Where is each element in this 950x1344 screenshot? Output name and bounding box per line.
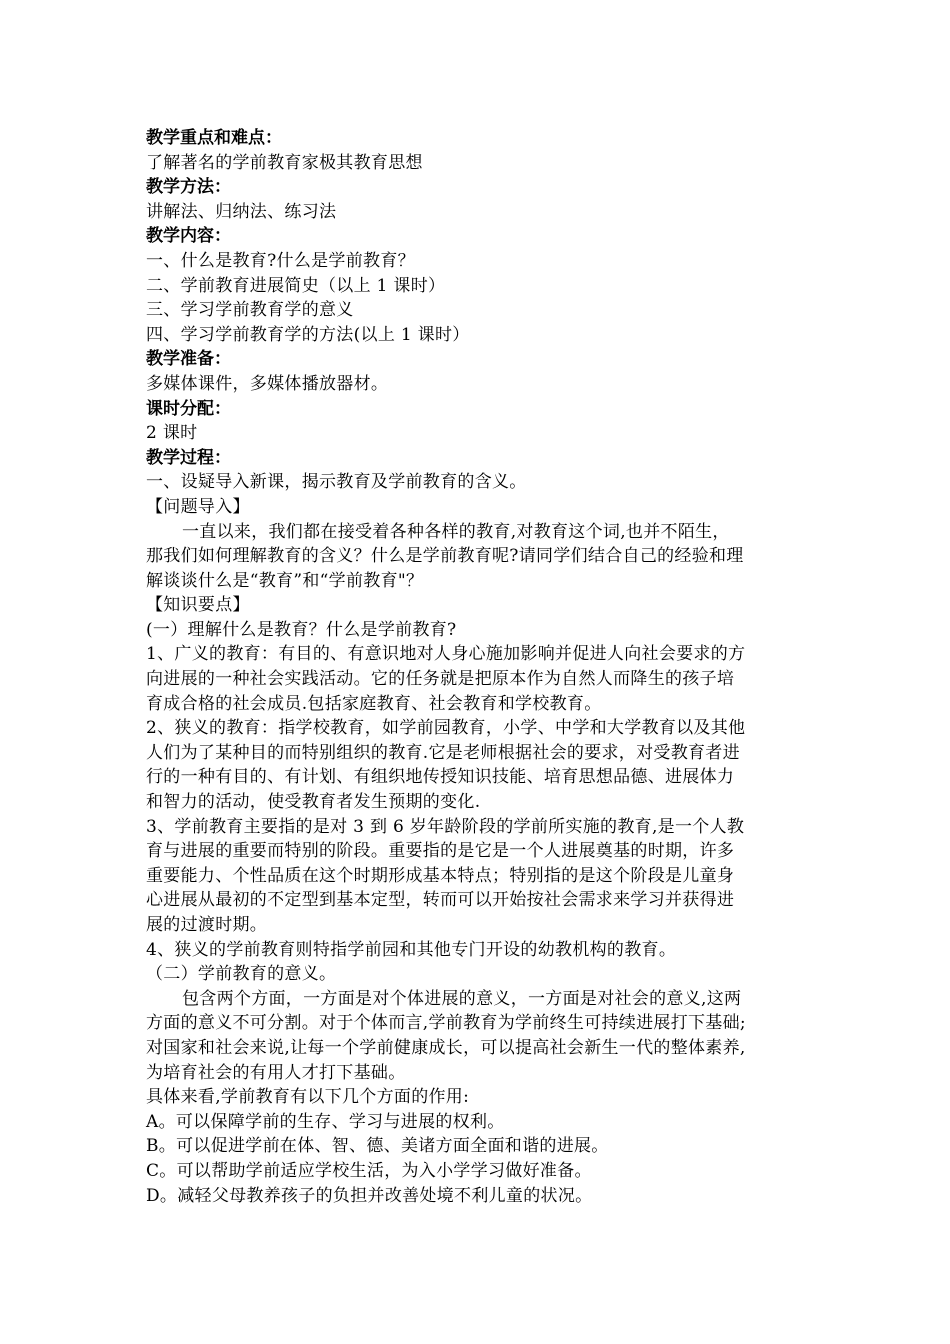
- content-item: 三、学习学前教育学的意义: [146, 300, 354, 321]
- process-line: 【知识要点】: [146, 595, 250, 616]
- method-heading: 教学方法：: [146, 177, 231, 198]
- content-item: 二、学前教育进展简史（以上 1 课时）: [146, 275, 446, 296]
- process-line: 育与进展的重要而特别的阶段。重要指的是它是一个人进展奠基的时期，许多: [146, 841, 735, 862]
- process-line: 方面的意义不可分割。对于个体而言,学前教育为学前终生可持续进展打下基础;: [146, 1013, 746, 1034]
- process-line: D。减轻父母教养孩子的负担并改善处境不利儿童的状况。: [146, 1185, 593, 1206]
- process-line: 展的过渡时期。: [146, 915, 268, 935]
- process-line: 育成合格的社会成员.包括家庭教育、社会教育和学校教育。: [146, 693, 602, 714]
- method-text: 讲解法、归纳法、练习法: [146, 201, 337, 222]
- key-points-heading: 教学重点和难点：: [146, 128, 282, 148]
- process-line: （二）学前教育的意义。: [146, 964, 337, 985]
- prep-text: 多媒体课件，多媒体播放器材。: [146, 373, 389, 394]
- process-line: 2、狭义的教育：指学校教育，如学前园教育，小学、中学和大学教育以及其他: [146, 718, 746, 739]
- process-line: A。可以保障学前的生存、学习与进展的权利。: [146, 1111, 505, 1132]
- process-line: 1、广义的教育：有目的、有意识地对人身心施加影响并促进人向社会要求的方: [146, 644, 746, 665]
- process-line: 包含两个方面，一方面是对个体进展的意义，一方面是对社会的意义,这两: [182, 988, 742, 1009]
- process-line: 具体来看,学前教育有以下几个方面的作用:: [146, 1087, 470, 1108]
- document-body: [146, 126, 826, 1208]
- process-line: 向进展的一种社会实践活动。它的任务就是把原本作为自然人而降生的孩子培: [146, 669, 735, 690]
- key-points-text: 了解著名的学前教育家极其教育思想: [146, 152, 423, 173]
- process-line: 解谈谈什么是“教育”和“学前教育"？: [146, 570, 424, 591]
- process-line: 【问题导入】: [146, 496, 250, 517]
- process-line: 重要能力、个性品质在这个时期形成基本特点；特别指的是这个阶段是儿童身: [146, 865, 735, 886]
- hours-heading: 课时分配：: [146, 398, 231, 419]
- process-line: (一）理解什么是教育？什么是学前教育?: [146, 619, 457, 640]
- process-line: 和智力的活动，使受教育者发生预期的变化.: [146, 792, 481, 813]
- process-line: 为培育社会的有用人才打下基础。: [146, 1062, 406, 1083]
- process-line: 人们为了某种目的而特别组织的教育.它是老师根据社会的要求，对受教育者进: [146, 742, 740, 763]
- process-line: 那我们如何理解教育的含义？什么是学前教育呢?请同学们结合自己的经验和理: [146, 546, 744, 567]
- process-line: 对国家和社会来说,让每一个学前健康成长，可以提高社会新生一代的整体素养,: [146, 1037, 746, 1058]
- process-line: 心进展从最初的不定型到基本定型，转而可以开始按社会需求来学习并获得进: [146, 890, 735, 911]
- content-heading: 教学内容：: [146, 226, 231, 247]
- content-item: 四、学习学前教育学的方法(以上 1 课时）: [146, 324, 470, 345]
- prep-heading: 教学准备：: [146, 349, 231, 370]
- process-line: C。可以帮助学前适应学校生活，为入小学学习做好准备。: [146, 1160, 592, 1181]
- hours-text: 2 课时: [146, 423, 198, 444]
- process-line: 一、设疑导入新课，揭示教育及学前教育的含义。: [146, 472, 527, 493]
- process-line: 一直以来，我们都在接受着各种各样的教育,对教育这个词,也并不陌生，: [182, 521, 730, 542]
- process-line: 3、学前教育主要指的是对 3 到 6 岁年龄阶段的学前所实施的教育,是一个人教: [146, 816, 745, 837]
- process-line: 行的一种有目的、有计划、有组织地传授知识技能、培育思想品德、进展体力: [146, 767, 735, 788]
- process-line: B。可以促进学前在体、智、德、美诸方面全面和谐的进展。: [146, 1136, 609, 1157]
- process-heading: 教学过程：: [146, 447, 231, 468]
- content-item: 一、什么是教育?什么是学前教育？: [146, 250, 415, 271]
- process-line: 4、狭义的学前教育则特指学前园和其他专门开设的幼教机构的教育。: [146, 939, 677, 960]
